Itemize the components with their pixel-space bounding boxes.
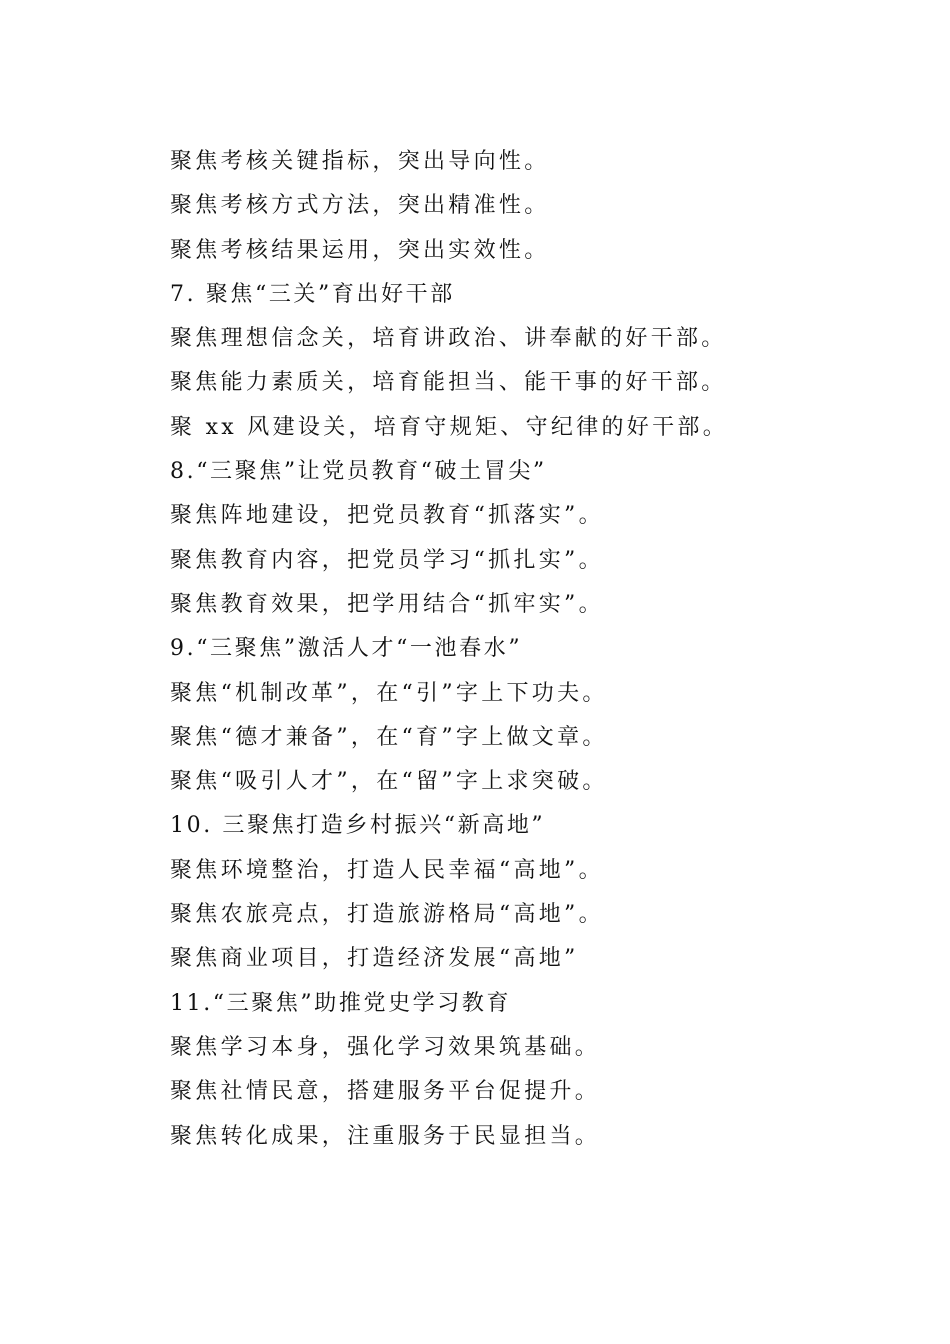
list-item: 聚焦“德才兼备”，在“育”字上做文章。 — [170, 724, 608, 750]
list-item: 聚 xx 风建设关，培育守规矩、守纪律的好干部。 — [170, 414, 729, 440]
list-item: 聚焦阵地建设，把党员教育“抓落实”。 — [170, 503, 604, 529]
list-item: 聚焦环境整治，打造人民幸福“高地”。 — [170, 857, 604, 883]
section-heading-9: 9.“三聚焦”激活人才“一池春水” — [170, 636, 523, 662]
section-heading-8: 8.“三聚焦”让党员教育“破土冒尖” — [170, 459, 547, 485]
list-item: 聚焦“吸引人才”，在“留”字上求突破。 — [170, 769, 608, 795]
list-item: 聚焦学习本身，强化学习效果筑基础。 — [170, 1034, 601, 1060]
list-item: 聚焦商业项目，打造经济发展“高地” — [170, 946, 579, 972]
list-item: 聚焦考核关键指标，突出导向性。 — [170, 149, 550, 174]
list-item: 聚焦社情民意，搭建服务平台促提升。 — [170, 1079, 601, 1105]
document-body — [170, 140, 870, 1159]
list-item: 聚焦教育效果，把学用结合“抓牢实”。 — [170, 591, 604, 617]
list-item: 聚焦考核结果运用，突出实效性。 — [170, 237, 550, 263]
list-item: 聚焦理想信念关，培育讲政治、讲奉献的好干部。 — [170, 326, 727, 352]
list-item: 聚焦教育内容，把党员学习“抓扎实”。 — [170, 547, 604, 573]
section-heading-10: 10. 三聚焦打造乡村振兴“新高地” — [170, 813, 546, 839]
list-item: 聚焦考核方式方法，突出精准性。 — [170, 193, 550, 219]
section-heading-7: 7. 聚焦“三关”育出好干部 — [170, 281, 455, 307]
list-item: 聚焦能力素质关，培育能担当、能干事的好干部。 — [170, 370, 727, 396]
list-item: 聚焦“机制改革”，在“引”字上下功夫。 — [170, 680, 608, 706]
list-item: 聚焦农旅亮点，打造旅游格局“高地”。 — [170, 902, 604, 928]
list-item: 聚焦转化成果，注重服务于民显担当。 — [170, 1123, 601, 1149]
section-heading-11: 11.“三聚焦”助推党史学习教育 — [170, 990, 512, 1016]
